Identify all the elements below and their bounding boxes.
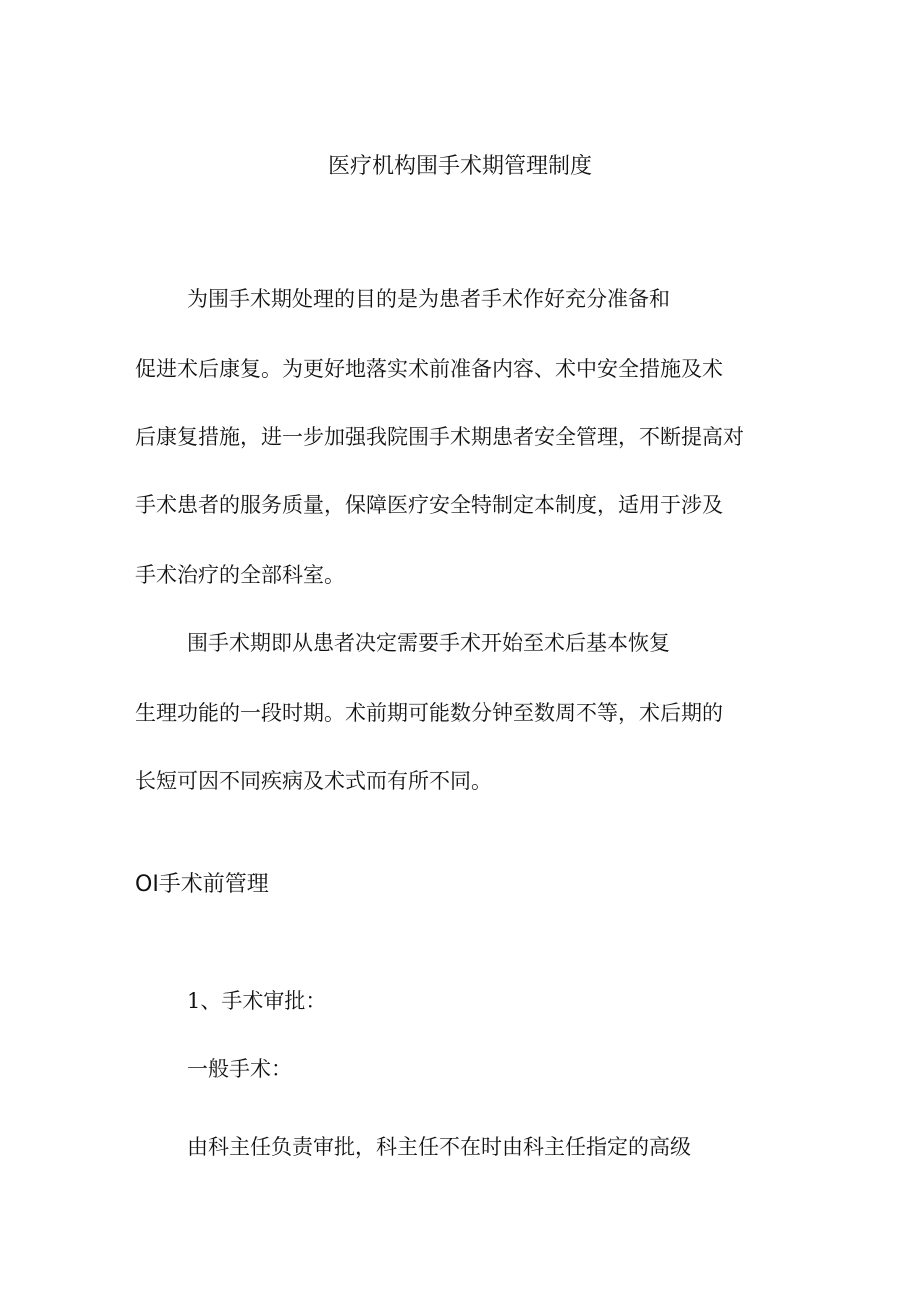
paragraph1-line-5: 手术治疗的全部科室。 <box>135 563 345 587</box>
paragraph2-line-1: 围手术期即从患者决定需要手术开始至术后基本恢复 <box>187 631 670 655</box>
document-title: 医疗机构围手术期管理制度 <box>327 154 592 179</box>
list-item-general-surgery: 一般手术： <box>187 1057 292 1081</box>
paragraph1-line-4: 手术患者的服务质量，保障医疗安全特制定本制度，适用于涉及 <box>135 493 723 517</box>
paragraph2-line-3: 长短可因不同疾病及术式而有所不同。 <box>135 769 492 793</box>
paragraph1-line-2: 促进术后康复。为更好地落实术前准备内容、术中安全措施及术 <box>135 357 723 381</box>
paragraph2-line-2: 生理功能的一段时期。术前期可能数分钟至数周不等，术后期的 <box>135 701 723 725</box>
paragraph1-line-1: 为围手术期处理的目的是为患者手术作好充分准备和 <box>187 287 670 311</box>
approval-description-line: 由科主任负责审批，科主任不在时由科主任指定的高级 <box>187 1135 691 1159</box>
paragraph1-line-3: 后康复措施，进一步加强我院围手术期患者安全管理，不断提高对 <box>135 425 744 449</box>
list-item-surgery-approval: 1、手术审批： <box>187 989 327 1013</box>
section-heading: OI手术前管理 <box>135 872 269 897</box>
